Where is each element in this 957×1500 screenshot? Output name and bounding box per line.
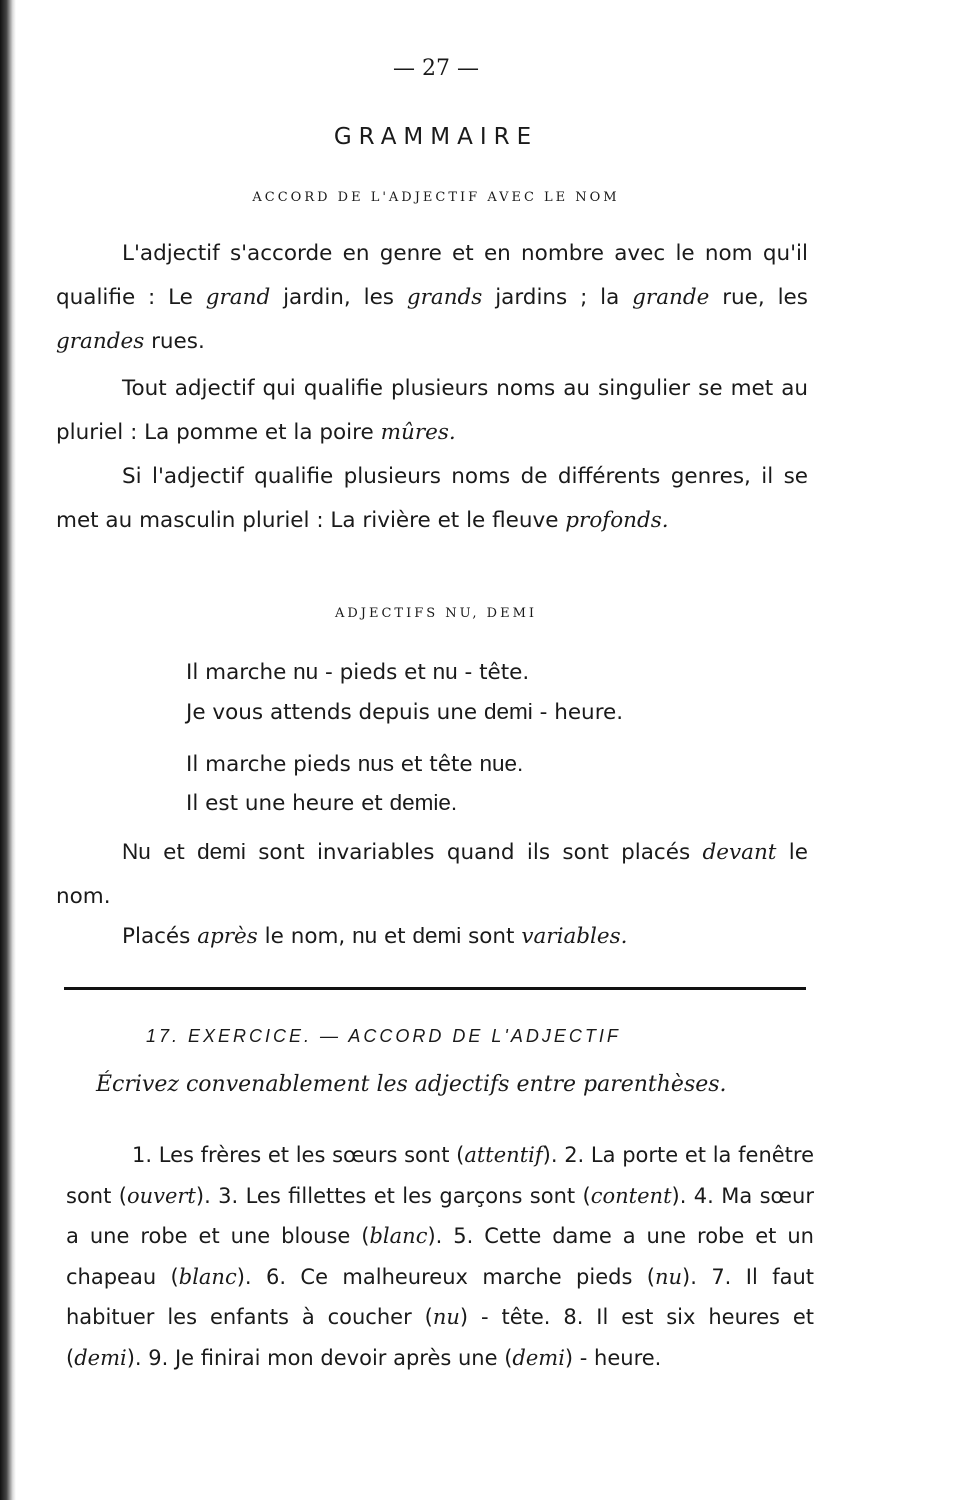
paragraph-variable-rule: Placés après le nom, nu et demi sont variables. xyxy=(122,923,628,949)
section-divider xyxy=(64,987,806,990)
example-line-2: Je vous attends depuis une demi - heure. xyxy=(186,699,624,725)
exercise-instruction: Écrivez convenablement les adjectifs entre parenthèses. xyxy=(96,1072,727,1097)
exercise-text: 1. Les frères et les sœurs sont (attentif). 2. La porte et la fenêtre sont (ouvert). 3. Les fillettes et les garçons sont (content). 4. Ma sœur a une robe et une blouse (blanc). 5. Cette dame a une robe et un chapeau (blanc). 6. Ce malheureux marche pieds (nu). 7. Il faut habituer les enfants à coucher (nu) - tête. 8. Il est six heures et (demi). 9. Je finirai mon devoir après une (demi) - heure. xyxy=(66,1143,814,1370)
book-binding-shadow xyxy=(0,0,16,1500)
paragraph-plural-rule: Tout adjectif qui qualifie plusieurs noms au singulier se met au pluriel : La pomme et la poire mûres. xyxy=(56,376,808,445)
page-number: — 27 — xyxy=(393,56,479,81)
example-line-4: Il est une heure et demie. xyxy=(186,790,458,816)
paragraph-accord-rule: L'adjectif s'accorde en genre et en nombre avec le nom qu'il qualifie : Le grand jardin, les grands jardins ; la grande rue, les grandes rues. xyxy=(56,241,808,354)
example-line-3: Il marche pieds nus et tête nue. xyxy=(186,751,524,777)
exercise-heading: 17. EXERCICE. — ACCORD DE L'ADJECTIF xyxy=(146,1026,621,1046)
page-title: GRAMMAIRE xyxy=(333,124,539,150)
section-heading-accord: ACCORD DE L'ADJECTIF AVEC LE NOM xyxy=(252,190,620,205)
book-page xyxy=(56,0,816,1500)
paragraph-gender-rule: Si l'adjectif qualifie plusieurs noms de différents genres, il se met au masculin pluriel : La rivière et le fleuve profonds. xyxy=(56,464,808,533)
section-heading-nu-demi: ADJECTIFS NU, DEMI xyxy=(334,606,538,621)
paragraph-invariable-rule: Nu et demi sont invariables quand ils sont placés devant le nom. xyxy=(56,839,808,909)
example-line-1: Il marche nu - pieds et nu - tête. xyxy=(186,659,530,685)
